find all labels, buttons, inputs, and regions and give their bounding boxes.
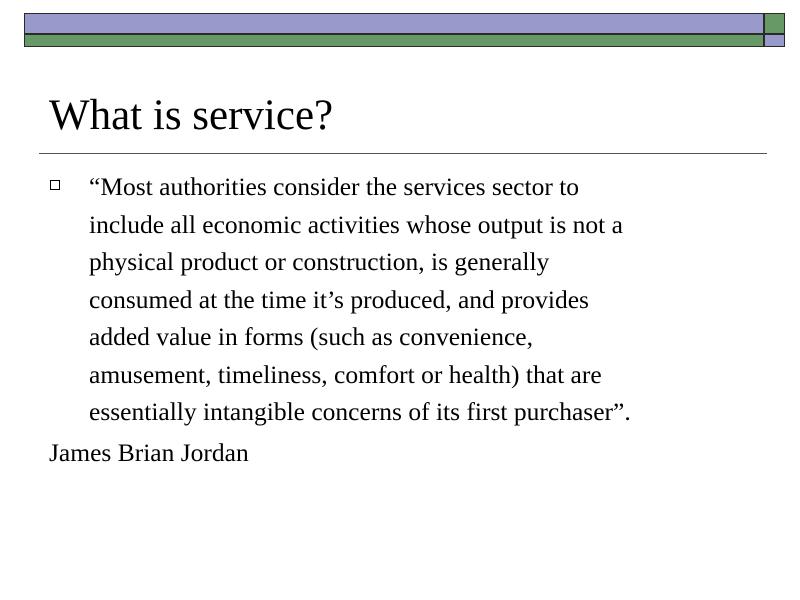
quote-line: amusement, timeliness, comfort or health) that are [89, 359, 602, 389]
title-divider [39, 153, 767, 154]
quote-line: consumed at the time it’s produced, and provides [89, 284, 589, 314]
quote-text [89, 168, 755, 431]
quote-attribution: James Brian Jordan [49, 438, 249, 467]
square-bullet-icon [50, 180, 60, 190]
quote-line: include all economic activities whose output is not a [89, 209, 623, 239]
header-band-lavender [24, 13, 764, 34]
header-square-green [764, 13, 785, 34]
header-square-lavender [764, 34, 785, 47]
slide-title: What is service? [49, 92, 334, 139]
header-band-green [24, 34, 764, 47]
quote-line: essentially intangible concerns of its first purchaser”. [89, 397, 631, 426]
quote-line: “Most authorities consider the services sector to [89, 172, 580, 201]
quote-line: physical product or construction, is generally [89, 247, 550, 276]
quote-line: added value in forms (such as convenience, [89, 322, 533, 351]
